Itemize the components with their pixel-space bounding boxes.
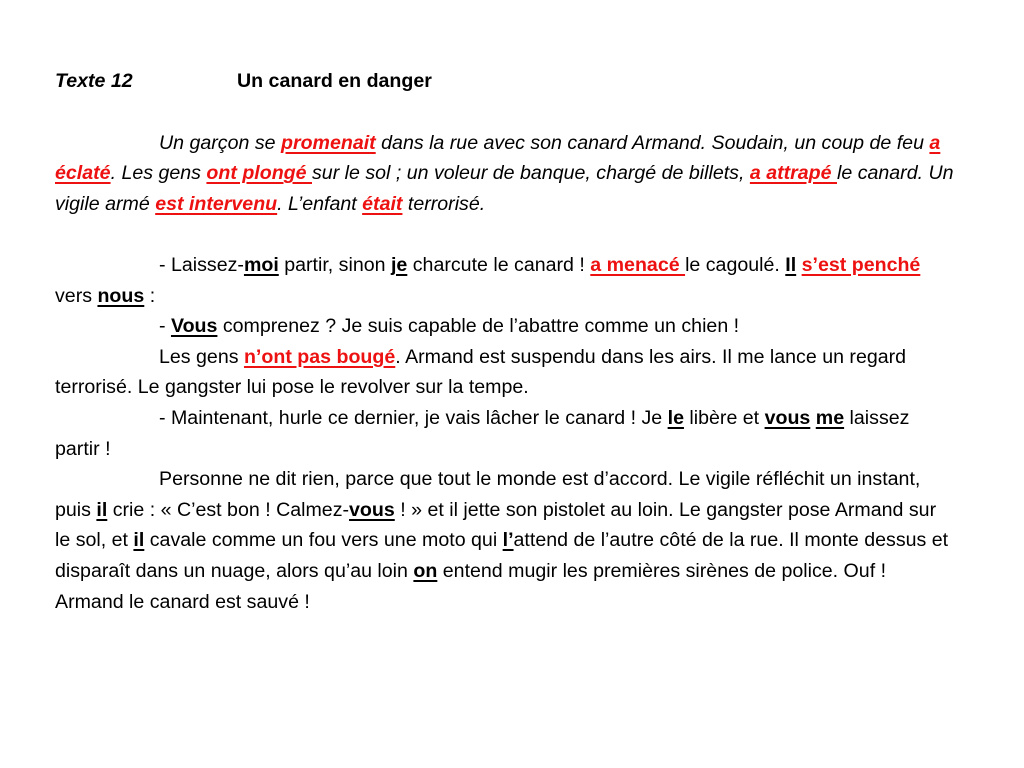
text-run: terrorisé. — [402, 192, 486, 215]
text-run: . Armand est suspendu dans les airs. Il me lance un regard terrorisé. Le gangster lui pose le revolver sur la tempe. — [55, 345, 907, 399]
highlighted-verb: promenait — [280, 131, 376, 154]
text-run: entend mugir les premières sirènes de police. Ouf ! Armand le canard est sauvé ! — [55, 559, 887, 613]
document-page — [55, 66, 955, 617]
text-run: laissez partir ! — [55, 406, 910, 460]
paragraph-dialogue-1 — [55, 250, 955, 311]
text-number-label: Texte 12 — [55, 70, 133, 92]
highlighted-pronoun: vous — [349, 498, 395, 521]
text-run: vers — [55, 284, 98, 307]
highlighted-pronoun: Vous — [170, 315, 218, 338]
text-run: Les gens — [159, 345, 244, 368]
highlighted-verb: a éclaté — [55, 131, 941, 185]
paragraph-intro — [55, 128, 955, 220]
text-run: partir, sinon — [278, 253, 391, 276]
highlighted-pronoun: on — [413, 559, 438, 582]
highlighted-pronoun: moi — [243, 253, 279, 276]
text-run: dans la rue avec son canard Armand. Soudain, un coup de feu — [375, 131, 930, 154]
highlighted-verb: s’est penché — [801, 253, 921, 276]
document-title: Un canard en danger — [237, 70, 432, 92]
highlighted-pronoun: il — [96, 498, 108, 521]
highlighted-pronoun: l’ — [502, 529, 514, 552]
highlighted-verb: a attrapé — [749, 162, 837, 185]
highlighted-pronoun: je — [390, 253, 408, 276]
paragraph-dialogue-3 — [55, 403, 955, 464]
highlighted-pronoun: me — [815, 406, 845, 429]
highlighted-verb: est intervenu — [155, 192, 278, 215]
text-run: - Maintenant, hurle ce dernier, je vais lâcher le canard ! Je — [159, 406, 668, 429]
highlighted-pronoun: le — [667, 406, 684, 429]
text-run: sur le sol ; un voleur de banque, chargé de billets, — [312, 162, 750, 185]
text-run: crie : « C’est bon ! Calmez- — [107, 498, 350, 521]
text-run: . L’enfant — [277, 192, 363, 215]
text-run: attend de l’autre côté de la rue. Il monte dessus et disparaît dans un nuage, alors qu’au loin — [55, 529, 949, 582]
text-run: cavale comme un fou vers une moto qui — [144, 529, 503, 552]
text-run: : — [144, 284, 156, 307]
text-run: - Laissez- — [159, 253, 244, 276]
text-run: ! » et il jette son pistolet au loin. Le gangster pose Armand sur le sol, et — [55, 498, 937, 552]
blank-line — [55, 219, 955, 250]
text-run: charcute le canard ! — [407, 253, 591, 276]
blank-line — [55, 97, 955, 128]
text-run: comprenez ? Je suis capable de l’abattre comme un chien ! — [217, 315, 740, 338]
paragraph-narration-1 — [55, 342, 955, 403]
text-run: le canard. Un vigile armé — [55, 162, 954, 215]
highlighted-verb: a menacé — [590, 253, 686, 276]
title-line — [55, 66, 955, 97]
highlighted-verb: n’ont pas bougé — [243, 345, 396, 368]
highlighted-pronoun: nous — [97, 284, 145, 307]
text-run: libère et — [683, 406, 765, 429]
paragraph-dialogue-2 — [55, 311, 955, 342]
highlighted-pronoun: il — [133, 529, 145, 552]
text-run: . Les gens — [110, 162, 207, 185]
text-run: - — [159, 315, 171, 338]
text-run: Personne ne dit rien, parce que tout le monde est d’accord. Le vigile réfléchit un instant, puis — [55, 468, 921, 521]
highlighted-verb: ont plongé — [206, 162, 312, 185]
highlighted-verb: était — [362, 192, 403, 215]
highlighted-pronoun: Il — [785, 253, 797, 276]
text-run: Un garçon se — [159, 131, 281, 154]
text-run: le cagoulé. — [685, 253, 786, 276]
paragraph-conclusion — [55, 464, 955, 617]
highlighted-pronoun: vous — [764, 406, 811, 429]
